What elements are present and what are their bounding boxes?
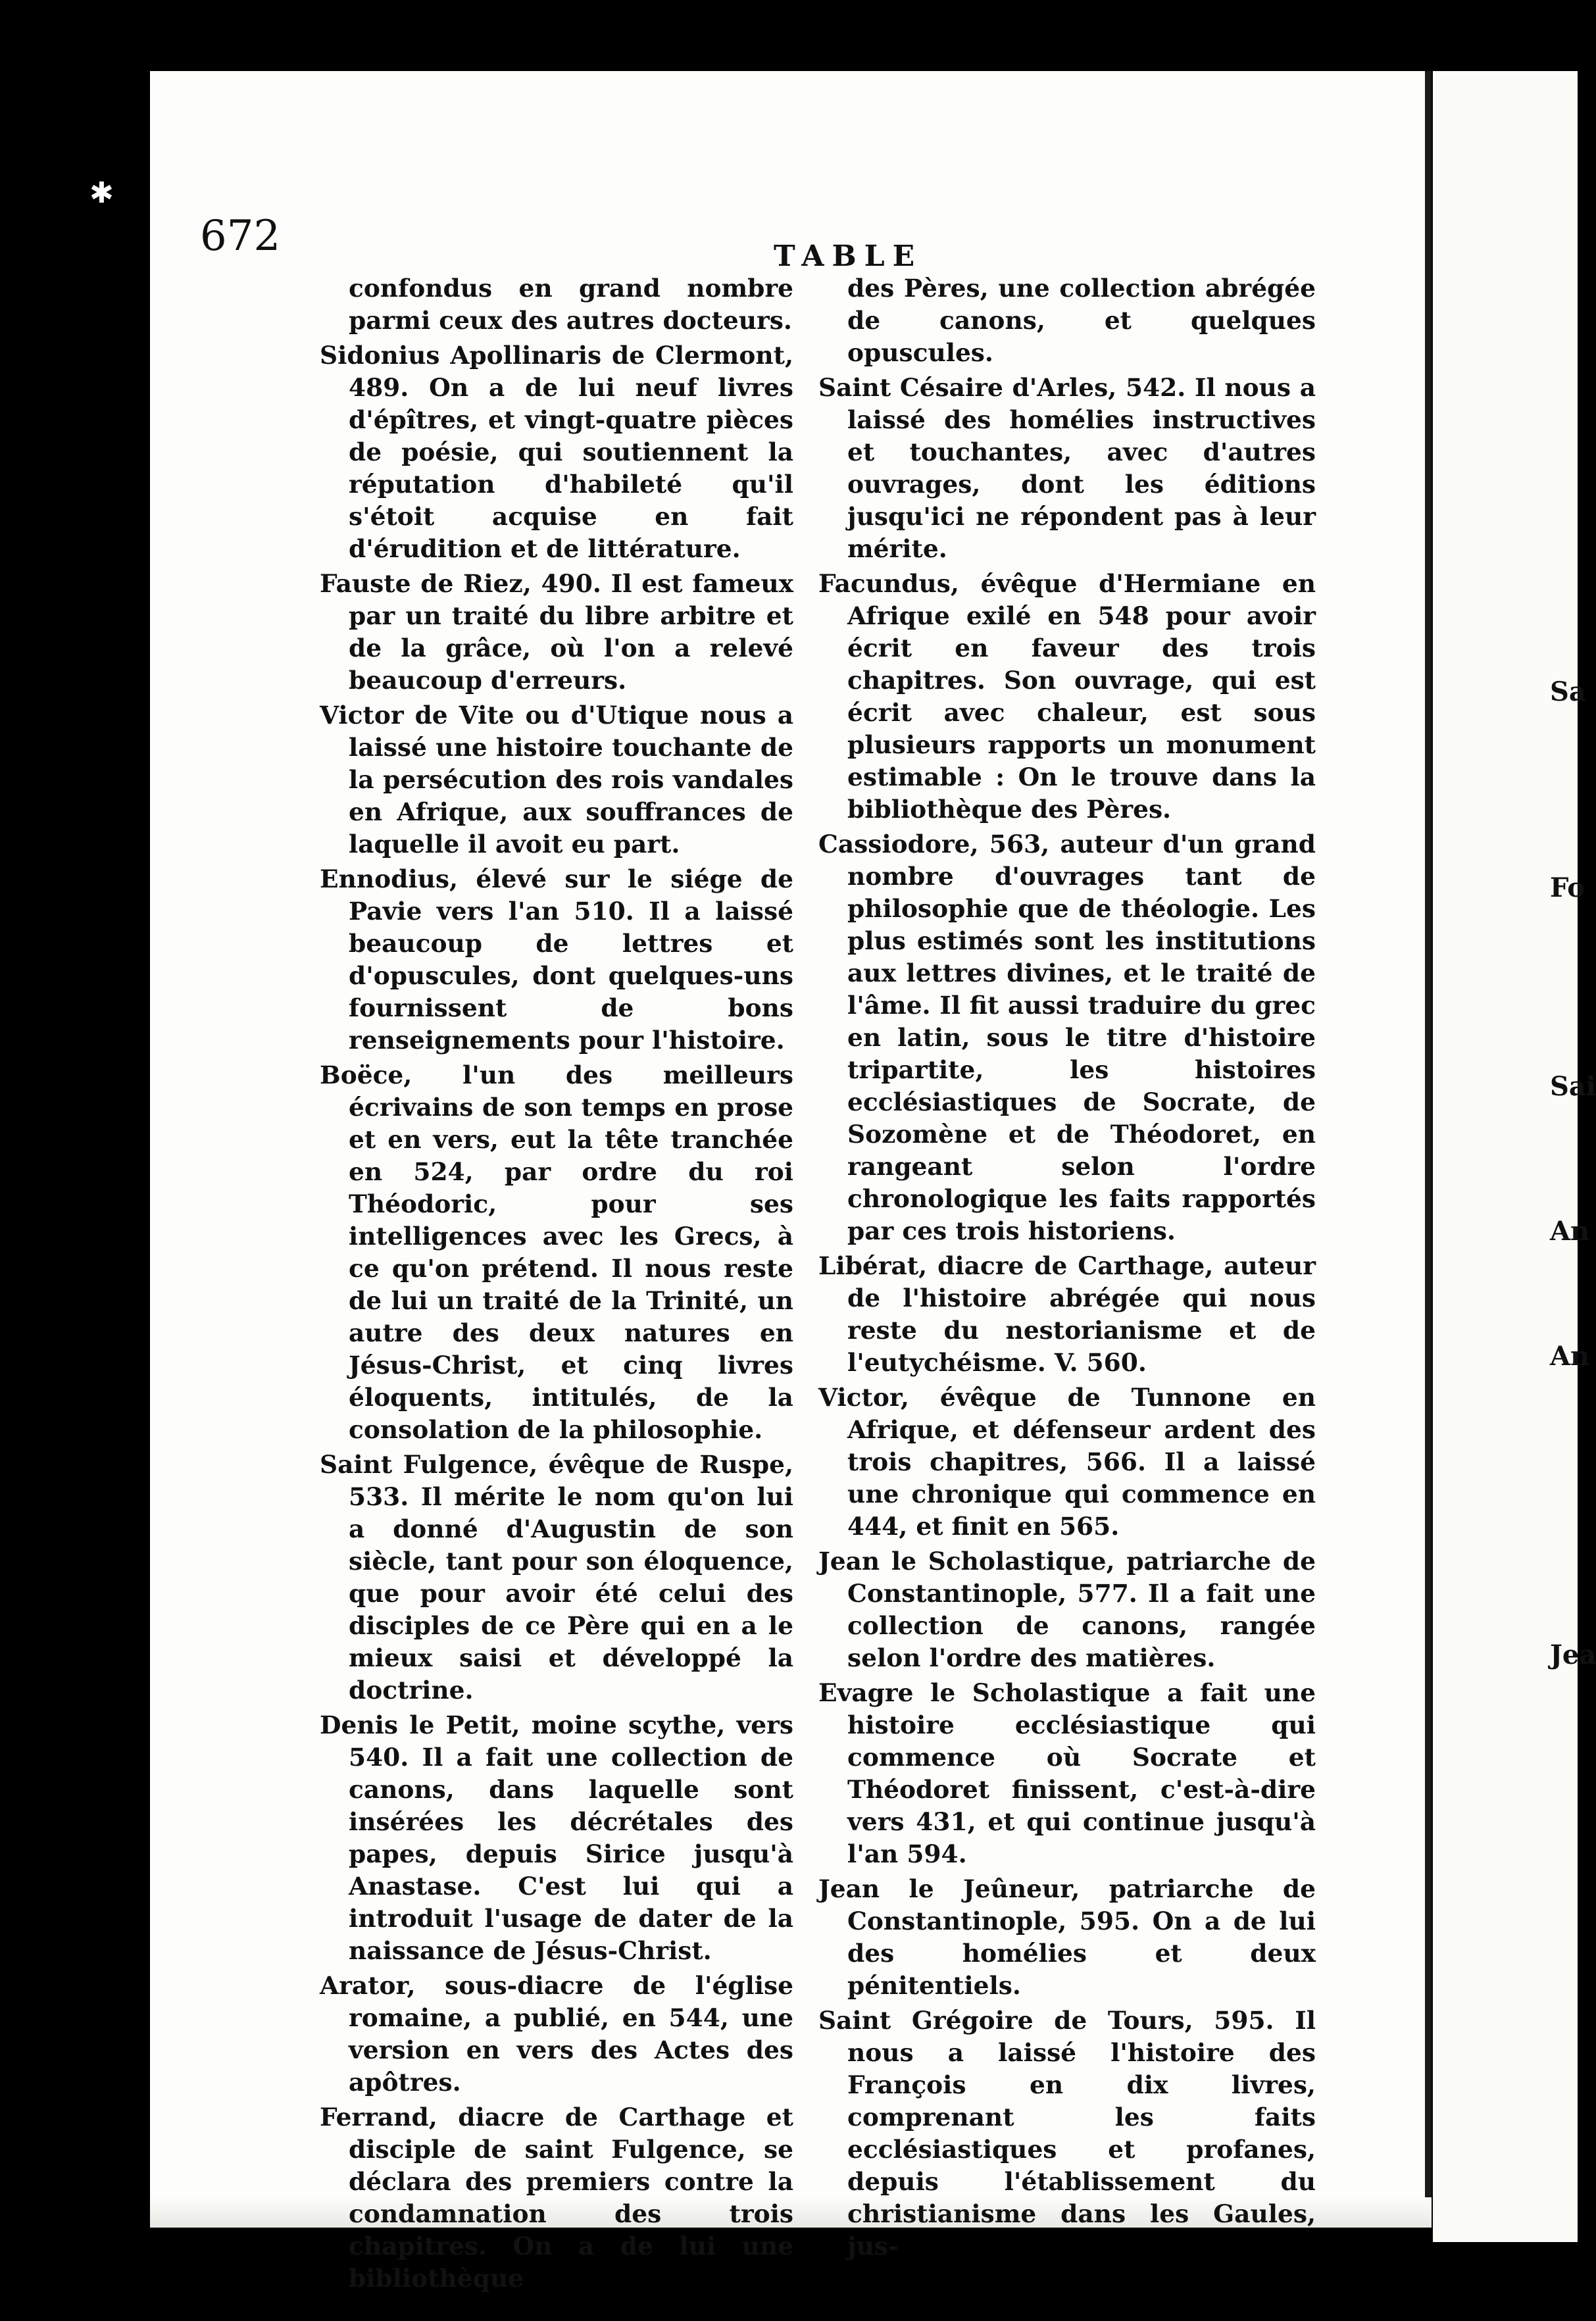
facing-page-fragment: Sai (1550, 1071, 1596, 1102)
facing-page-edge (1433, 71, 1596, 2242)
entry-name: Saint Grégoire de Tours (818, 2006, 1185, 2035)
index-entry (320, 1970, 793, 2099)
entry-text: , 542. Il nous a laissé des homélies instructives et touchantes, avec d'autres ouvrages, dont les éditions jusqu'ici ne répondent pas à leur mérite. (847, 373, 1316, 563)
index-entry (320, 699, 793, 861)
entry-text: confondus en grand nombre parmi ceux des autres docteurs. (349, 274, 793, 335)
page-number: 672 (200, 212, 281, 261)
index-entry (320, 1709, 793, 1967)
scan-artifact-icon: ✱ (89, 176, 114, 210)
facing-page-fragment: Jea (1550, 1639, 1596, 1670)
entry-text: , évêque de Tunnone en Afrique, et défenseur ardent des trois chapitres, 566. Il a laissé une chronique qui commence en 444, et finit en 565. (847, 1383, 1316, 1541)
index-entry (818, 1677, 1316, 1870)
index-entry (818, 828, 1316, 1247)
entry-name: Victor (818, 1383, 901, 1412)
entry-name: Boëce (320, 1061, 404, 1089)
index-entry (818, 1250, 1316, 1379)
entry-text: , moine scythe, vers 540. Il a fait une collection de canons, dans laquelle sont insérées les décrétales des papes, depuis Sirice jusqu'à Anastase. C'est lui qui a introduit l'usage de dater de la naissance de Jésus-Christ. (349, 1710, 793, 1965)
entry-name: Evagre le Scholastique (818, 1678, 1151, 1707)
entry-name: Denis le Petit (320, 1710, 512, 1739)
left-column (320, 272, 793, 2297)
index-entry (320, 2101, 793, 2295)
index-entry (818, 1873, 1316, 2002)
entry-name: Victor de Vite ou d'Utique (320, 701, 689, 730)
entry-text: a fait une histoire ecclésiastique qui commence où Socrate et Théodoret finissent, c'est-à-dire vers 431, et qui continue jusqu'à l'an 594. (847, 1678, 1316, 1868)
index-entry (320, 272, 793, 337)
entry-name: Facundus (818, 569, 951, 598)
entry-text: , évêque de Ruspe, 533. Il mérite le nom qu'on lui a donné d'Augustin de son siècle, tant pour son éloquence, que pour avoir été celui des disciples de ce Père qui en a le mieux saisi et développé la doctrine. (349, 1450, 793, 1705)
entry-name: Jean le Scholastique (818, 1547, 1107, 1576)
entry-text: , patriarche de Constantinople, 595. On a de lui des homélies et deux pénitentiels. (847, 1874, 1316, 2000)
index-entry (818, 1545, 1316, 1674)
index-entry (320, 1059, 793, 1446)
entry-name: Sidonius Apollinaris de Clermont (320, 341, 785, 370)
facing-page-fragment: An (1550, 1216, 1590, 1247)
entry-text: , évêque d'Hermiane en Afrique exilé en 548 pour avoir écrit en faveur des trois chapitres. Son ouvrage, qui est écrit avec chaleur, est sous plusieurs rapports un monument estimable : On le trouve dans la bibliothèque des Pères. (847, 569, 1316, 824)
index-entry (320, 1449, 793, 1707)
entry-name: Saint Fulgence (320, 1450, 530, 1479)
entry-text: des Pères, une collection abrégée de canons, et quelques opuscules. (847, 274, 1316, 367)
entry-text: , 563, auteur d'un grand nombre d'ouvrages tant de philosophie que de théologie. Les plus estimés sont les institutions aux lettres divines, et le traité de l'âme. Il fit aussi traduire du grec en latin, sous le titre d'histoire tripartite, les histoires ecclésiastiques de Socrate, de Sozomène et de Théodoret, en rangeant selon l'ordre chronologique les faits rapportés par ces trois historiens. (847, 830, 1316, 1245)
entry-name: Ferrand (320, 2103, 429, 2132)
facing-page-fragment: Fo (1550, 872, 1585, 903)
index-entry (818, 568, 1316, 826)
entry-text: , 595. Il nous a laissé l'histoire des François en dix livres, comprenant les faits ecclésiastiques et profanes, depuis l'établissement du christianisme dans les Gaules, jus- (847, 2006, 1316, 2260)
entry-text: , élevé sur le siége de Pavie vers l'an 510. Il a laissé beaucoup de lettres et d'opuscules, dont quelques-uns fournissent de bons renseignements pour l'histoire. (349, 864, 793, 1055)
entry-text: , l'un des meilleurs écrivains de son temps en prose et en vers, eut la tête tranchée en 524, par ordre du roi Théodoric, pour ses intelligences avec les Grecs, à ce qu'on prétend. Il nous reste de lui un traité de la Trinité, un autre des deux natures en Jésus-Christ, et cinq livres éloquents, intitulés, de la consolation de la philosophie. (349, 1061, 793, 1444)
entry-name: Arator (320, 1971, 407, 2000)
index-entry (818, 1382, 1316, 1543)
running-head: TABLE (774, 239, 923, 273)
entry-name: Libérat (818, 1251, 919, 1280)
index-entry (320, 339, 793, 565)
entry-text: , 490. Il est fameux par un traité du libre arbitre et de la grâce, où l'on a relevé beaucoup d'erreurs. (349, 569, 794, 695)
right-column (818, 272, 1316, 2265)
entry-text: nous a laissé une histoire touchante de la persécution des rois vandales en Afrique, aux souffrances de laquelle il avoit eu part. (349, 701, 793, 859)
entry-text: , diacre de Carthage et disciple de saint Fulgence, se déclara des premiers contre la condamnation des trois chapitres. On a de lui une bibliothèque (349, 2103, 793, 2293)
entry-name: Fauste de Riez (320, 569, 523, 598)
index-entry (818, 272, 1316, 369)
index-entry (320, 568, 793, 697)
index-entry (818, 2005, 1316, 2262)
entry-name: Jean le Jeûneur (818, 1874, 1072, 1903)
entry-text: , patriarche de Constantinople, 577. Il a fait une collection de canons, rangée selon l'ordre des matières. (847, 1547, 1316, 1672)
facing-page-fragment: An (1550, 1341, 1590, 1372)
index-entry (320, 863, 793, 1057)
entry-name: Cassiodore (818, 830, 970, 859)
entry-name: Saint Césaire d'Arles (818, 373, 1109, 402)
entry-name: Ennodius (320, 864, 449, 893)
entry-text: , diacre de Carthage, auteur de l'histoire abrégée qui nous reste du nestorianisme et de l'eutychéisme. V. 560. (847, 1251, 1316, 1377)
index-entry (818, 372, 1316, 565)
entry-text: , 489. On a de lui neuf livres d'épîtres, et vingt-quatre pièces de poésie, qui soutiennent la réputation d'habileté qu'il s'étoit acquise en fait d'érudition et de littérature. (349, 341, 793, 563)
facing-page-fragment: Sa (1550, 676, 1586, 707)
entry-text: , sous-diacre de l'église romaine, a publié, en 544, une version en vers des Actes des apôtres. (349, 1971, 793, 2097)
